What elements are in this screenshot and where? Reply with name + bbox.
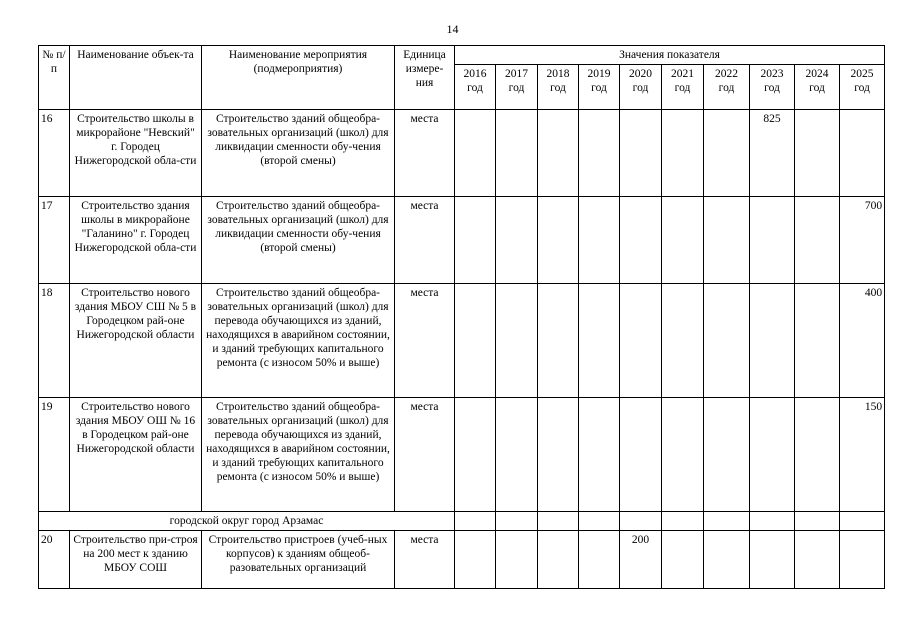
page-number: 14	[446, 22, 459, 36]
value-cell	[840, 512, 885, 531]
row-num: 17	[39, 197, 70, 284]
value-cell	[795, 512, 840, 531]
row-num: 19	[39, 398, 70, 512]
value-cell	[538, 531, 579, 589]
value-cell	[662, 197, 704, 284]
header-row-1	[39, 46, 885, 65]
value-cell	[455, 197, 496, 284]
value-cell	[496, 398, 538, 512]
indicator-table	[38, 45, 885, 589]
header-year: 2023 год	[750, 65, 795, 110]
value-cell	[620, 284, 662, 398]
value-cell	[496, 284, 538, 398]
unit: места	[395, 197, 455, 284]
header-year: 2022 год	[704, 65, 750, 110]
value-cell	[704, 110, 750, 197]
value-cell	[795, 398, 840, 512]
header-indicator-values: Значения показателя	[455, 46, 885, 65]
value-cell	[750, 284, 795, 398]
event-name: Строительство зданий общеобра-зовательных организаций (школ) для ликвидации сменности обу-чения (второй смены)	[202, 197, 395, 284]
value-cell	[795, 197, 840, 284]
section-row	[39, 512, 885, 531]
value-cell	[840, 531, 885, 589]
value-cell	[840, 110, 885, 197]
value-cell	[620, 398, 662, 512]
table-row	[39, 398, 885, 512]
table-row	[39, 197, 885, 284]
object-name: Строительство нового здания МБОУ ОШ № 16 в Городецком рай-оне Нижегородской области	[70, 398, 202, 512]
value-cell	[579, 398, 620, 512]
value-cell	[620, 110, 662, 197]
unit: места	[395, 284, 455, 398]
value-cell	[795, 531, 840, 589]
object-name: Строительство при-строя на 200 мест к зданию МБОУ СОШ	[70, 531, 202, 589]
event-name: Строительство пристроев (учеб-ных корпусов) к зданиям общеоб-разовательных организаций	[202, 531, 395, 589]
value-cell	[455, 512, 496, 531]
value-cell	[579, 284, 620, 398]
value-cell	[662, 512, 704, 531]
unit: места	[395, 398, 455, 512]
value-cell	[496, 512, 538, 531]
header-year: 2018 год	[538, 65, 579, 110]
value-cell	[538, 398, 579, 512]
row-num: 16	[39, 110, 70, 197]
value-cell	[579, 512, 620, 531]
header-year: 2025 год	[840, 65, 885, 110]
object-name: Строительство школы в микрорайоне "Невский" г. Городец Нижегородской обла-сти	[70, 110, 202, 197]
value-cell	[620, 197, 662, 284]
value-cell	[455, 398, 496, 512]
value-cell	[662, 284, 704, 398]
object-name: Строительство нового здания МБОУ СШ № 5 в Городецком рай-оне Нижегородской области	[70, 284, 202, 398]
value-cell	[704, 398, 750, 512]
value-cell	[538, 197, 579, 284]
value-cell: 700	[840, 197, 885, 284]
row-num: 18	[39, 284, 70, 398]
value-cell	[496, 531, 538, 589]
header-unit: Единица измере-ния	[395, 46, 455, 110]
value-cell	[496, 110, 538, 197]
value-cell	[795, 110, 840, 197]
value-cell	[455, 531, 496, 589]
value-cell	[795, 284, 840, 398]
event-name: Строительство зданий общеобра-зовательных организаций (школ) для ликвидации сменности обу-чения (второй смены)	[202, 110, 395, 197]
header-year: 2021 год	[662, 65, 704, 110]
object-name: Строительство здания школы в микрорайоне "Галанино" г. Городец Нижегородской обла-сти	[70, 197, 202, 284]
event-name: Строительство зданий общеобра-зовательных организаций (школ) для перевода обучающихся из зданий, находящихся в аварийном состоянии, и зданий требующих капитального ремонта (с износом 50% и выше)	[202, 398, 395, 512]
value-cell: 150	[840, 398, 885, 512]
value-cell	[704, 531, 750, 589]
value-cell	[538, 284, 579, 398]
unit: места	[395, 531, 455, 589]
table-row	[39, 284, 885, 398]
header-event-name: Наименование мероприятия (подмероприятия)	[202, 46, 395, 110]
table-row	[39, 531, 885, 589]
header-year: 2019 год	[579, 65, 620, 110]
value-cell	[579, 197, 620, 284]
header-num: № п/п	[39, 46, 70, 110]
value-cell	[704, 284, 750, 398]
value-cell	[538, 110, 579, 197]
value-cell: 200	[620, 531, 662, 589]
header-year: 2020 год	[620, 65, 662, 110]
value-cell	[750, 531, 795, 589]
value-cell	[455, 284, 496, 398]
value-cell	[496, 197, 538, 284]
section-title: городской округ город Арзамас	[39, 512, 455, 531]
value-cell	[750, 398, 795, 512]
header-year: 2017 год	[496, 65, 538, 110]
value-cell	[750, 197, 795, 284]
value-cell	[704, 512, 750, 531]
value-cell	[662, 398, 704, 512]
value-cell: 825	[750, 110, 795, 197]
value-cell	[455, 110, 496, 197]
table-row	[39, 110, 885, 197]
header-year: 2024 год	[795, 65, 840, 110]
value-cell	[704, 197, 750, 284]
row-num: 20	[39, 531, 70, 589]
value-cell	[662, 531, 704, 589]
event-name: Строительство зданий общеобра-зовательных организаций (школ) для перевода обучающихся из зданий, находящихся в аварийном состоянии, и зданий требующих капитального ремонта (с износом 50% и выше)	[202, 284, 395, 398]
header-year: 2016 год	[455, 65, 496, 110]
value-cell	[662, 110, 704, 197]
value-cell	[620, 512, 662, 531]
value-cell: 400	[840, 284, 885, 398]
value-cell	[579, 531, 620, 589]
header-object-name: Наименование объек-та	[70, 46, 202, 110]
unit: места	[395, 110, 455, 197]
value-cell	[538, 512, 579, 531]
value-cell	[579, 110, 620, 197]
value-cell	[750, 512, 795, 531]
